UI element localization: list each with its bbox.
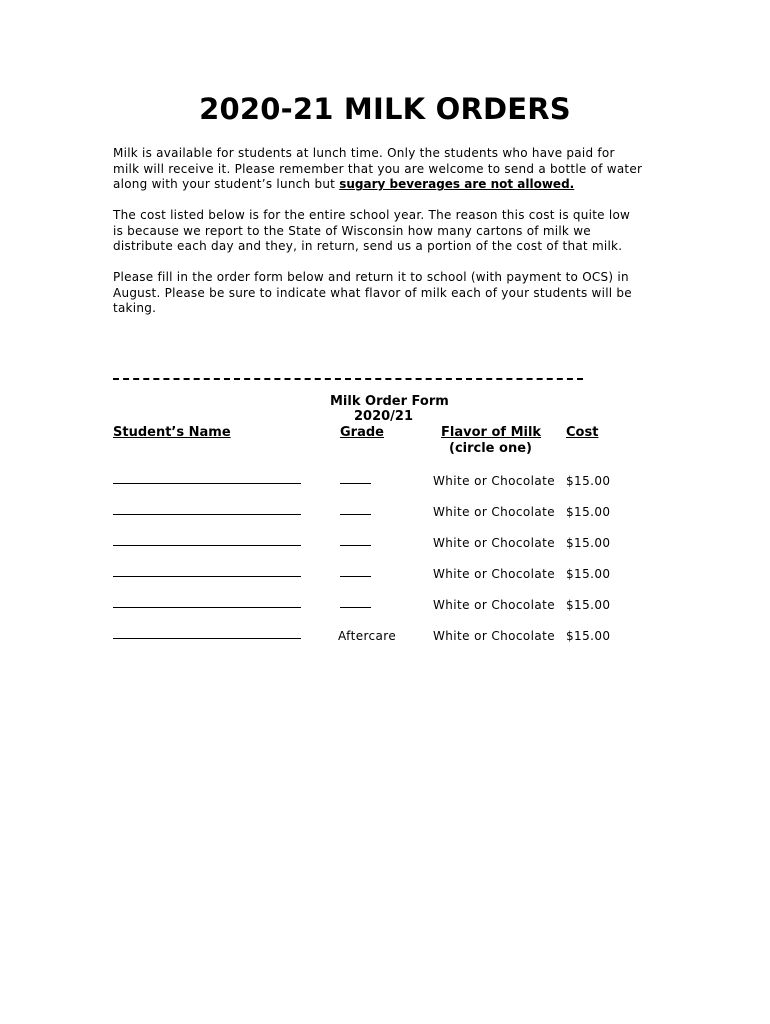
grade-field[interactable] [340,514,371,515]
flavor-choice[interactable]: White or Chocolate [433,598,556,612]
order-row [0,504,770,524]
order-row-aftercare [0,628,770,648]
student-name-field[interactable] [113,483,301,484]
grade-aftercare-label: Aftercare [338,629,397,643]
column-header-cost: Cost [566,425,599,440]
student-name-field[interactable] [113,638,301,639]
form-title: Milk Order Form [330,394,449,409]
cost-value: $15.00 [566,629,611,643]
order-row [0,566,770,586]
cost-value: $15.00 [566,536,611,550]
column-header-student-name: Student’s Name [113,425,231,440]
order-row [0,535,770,555]
flavor-choice[interactable]: White or Chocolate [433,505,556,519]
order-row [0,473,770,493]
cost-value: $15.00 [566,474,611,488]
column-header-grade: Grade [340,425,384,440]
grade-field[interactable] [340,607,371,608]
order-row [0,597,770,617]
flavor-choice[interactable]: White or Chocolate [433,536,556,550]
page-title: 2020-21 MILK ORDERS [199,92,571,126]
cost-value: $15.00 [566,505,611,519]
cost-value: $15.00 [566,567,611,581]
paragraph-availability-text: Milk is available for students at lunch time. Only the students who have paid for milk will receive it. Please remember that you are welcome to send a bottle of water along with your student’s lunch but [113,146,643,192]
column-header-flavor-note: (circle one) [449,441,532,456]
paragraph-instructions: Please fill in the order form below and return it to school (with payment to OCS) in August. Please be sure to indicate what flavor of milk each of your students will be taking. [113,270,632,316]
grade-field[interactable] [340,576,371,577]
cut-line-divider [113,378,583,380]
sugary-beverages-warning: sugary beverages are not allowed. [339,177,575,192]
flavor-choice[interactable]: White or Chocolate [433,629,556,643]
paragraph-cost: The cost listed below is for the entire school year. The reason this cost is quite low is because we report to the State of Wisconsin how many cartons of milk we distribute each day and they, in return, send us a portion of the cost of that milk. [113,208,631,254]
student-name-field[interactable] [113,576,301,577]
form-year: 2020/21 [354,409,414,424]
student-name-field[interactable] [113,545,301,546]
column-header-flavor: Flavor of Milk [441,425,542,440]
flavor-choice[interactable]: White or Chocolate [433,474,556,488]
cost-value: $15.00 [566,598,611,612]
grade-field[interactable] [340,545,371,546]
grade-field[interactable] [340,483,371,484]
flavor-choice[interactable]: White or Chocolate [433,567,556,581]
paragraph-availability [113,146,643,193]
student-name-field[interactable] [113,514,301,515]
student-name-field[interactable] [113,607,301,608]
